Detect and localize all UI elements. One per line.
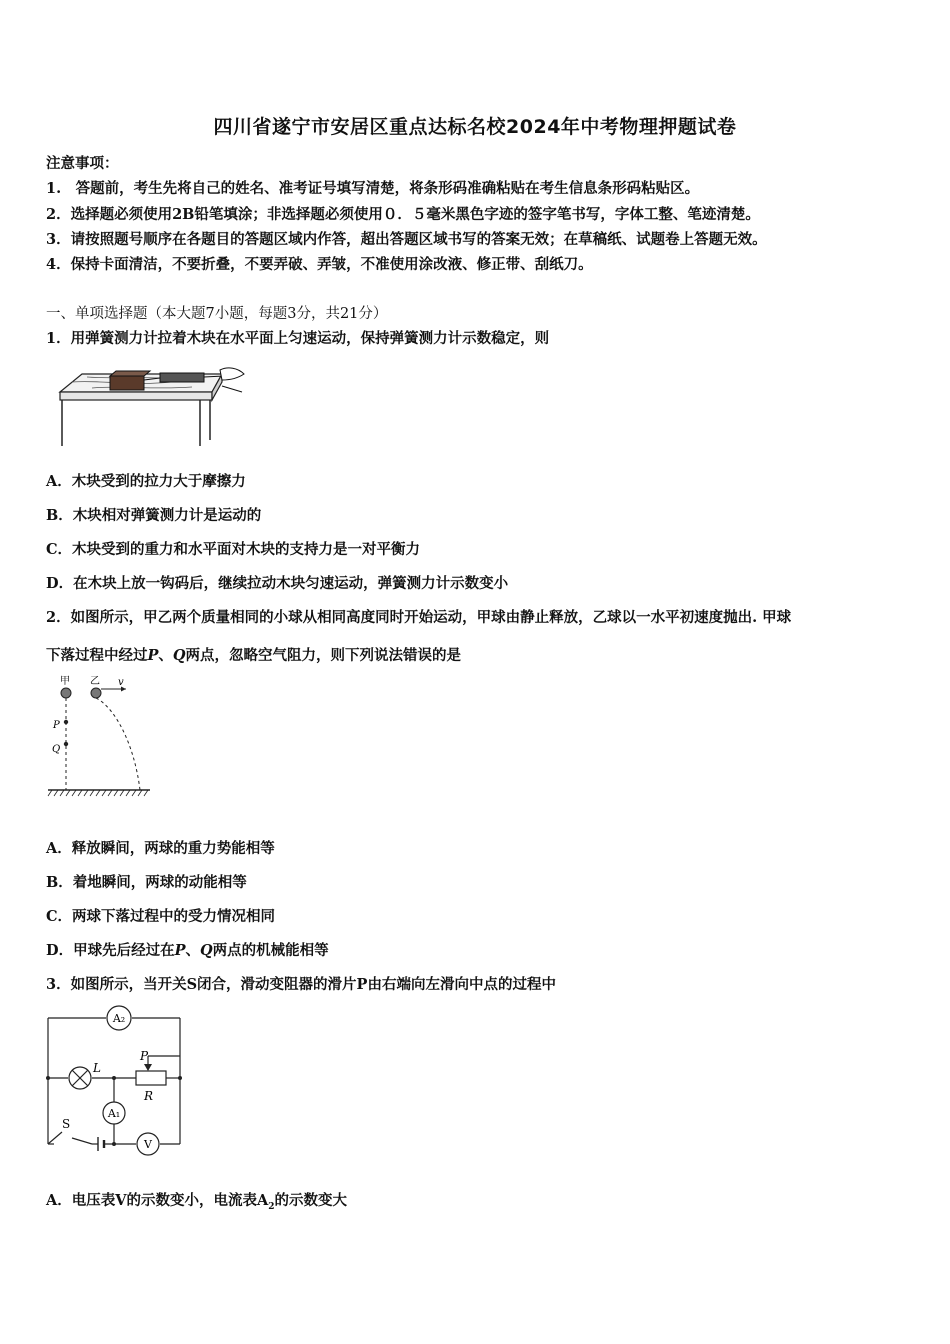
q2-option-d [46, 939, 329, 960]
q1-option-b: B．木块相对弹簧测力计是运动的 [46, 507, 262, 524]
notice-item-2: 2．选择题必须使用2B铅笔填涂；非选择题必须使用０．５毫米黑色字迹的签字笔书写，字体工整、笔迹清楚。 [46, 206, 760, 223]
q2-yi-path [96, 698, 140, 790]
q2-option-d-p: P [174, 942, 186, 959]
notice-item-3: 3．请按照题号顺序在各题目的答题区域内作答，超出答题区域书写的答案无效；在草稿纸、试题卷上答题无效。 [46, 231, 767, 248]
q3-label-v: V [144, 1138, 152, 1151]
page-title: 四川省遂宁市安居区重点达标名校2024年中考物理押题试卷 [213, 116, 737, 138]
q2-label-jia: 甲 [60, 676, 70, 687]
q3-label-l: L [93, 1061, 101, 1075]
q2-stem-pre: 下落过程中经过 [46, 647, 148, 664]
q1-option-c: C．木块受到的重力和水平面对木块的支持力是一对平衡力 [46, 541, 421, 558]
q1-option-d: D．在木块上放一钩码后，继续拉动木块匀速运动，弹簧测力计示数变小 [46, 575, 509, 592]
q1-wood-block [110, 376, 144, 390]
q1-stem: 1．用弹簧测力计拉着木块在水平面上匀速运动，保持弹簧测力计示数稳定，则 [46, 330, 550, 347]
q2-point-p [64, 720, 68, 724]
notice-heading: 注意事项： [46, 155, 119, 172]
q1-table-edge [60, 392, 212, 400]
q3-option-a-post: 的示数变大 [274, 1192, 348, 1209]
q3-rheostat-r [136, 1071, 166, 1085]
q2-label-yi: 乙 [90, 676, 100, 687]
q2-option-c: C．两球下落过程中的受力情况相同 [46, 908, 276, 925]
q3-slider-p [144, 1064, 152, 1071]
q1-hand [220, 368, 244, 380]
q2-stem-post: 两点，忽略空气阻力，则下列说法错误的是 [185, 647, 462, 664]
q1-option-a: A．木块受到的拉力大于摩擦力 [46, 473, 246, 490]
section-heading: 一、单项选择题（本大题7小题，每题3分，共21分） [46, 306, 388, 322]
q2-option-a: A．释放瞬间，两球的重力势能相等 [46, 840, 275, 857]
q2-label-v: v [118, 677, 124, 688]
q1-figure-spring-scale-block [52, 360, 252, 448]
q3-label-r: R [144, 1089, 154, 1103]
notice-item-1: 1. 答题前，考生先将自己的姓名、准考证号填写清楚，将条形码准确粘贴在考生信息条形码粘贴区。 [46, 180, 700, 197]
q3-option-a-pre: A．电压表V的示数变小，电流表A [46, 1192, 269, 1209]
q2-option-b: B．着地瞬间，两球的动能相等 [46, 874, 247, 891]
q2-label-q: Q [52, 744, 61, 755]
q3-label-a2: A₂ [112, 1012, 126, 1025]
q2-stem-q: Q [172, 647, 186, 664]
q2-ball-jia [61, 688, 71, 698]
q3-label-a1: A₁ [107, 1107, 121, 1120]
q2-stem-line2 [46, 644, 461, 665]
q3-figure-circuit [40, 1004, 190, 1160]
q2-figure-falling-balls [44, 672, 154, 802]
q2-option-d-post: 两点的机械能相等 [212, 942, 329, 959]
q3-option-a [46, 1189, 347, 1212]
q3-label-p: P [140, 1049, 149, 1063]
q3-option-a-sub: 2 [268, 1201, 275, 1212]
q2-label-p: P [53, 720, 60, 731]
q3-label-s: S [62, 1117, 71, 1131]
q1-spring-scale [160, 373, 204, 382]
q2-option-d-q: Q [199, 942, 213, 959]
q2-ball-yi [91, 688, 101, 698]
q2-stem-p: P [147, 647, 159, 664]
q2-option-d-pre: D．甲球先后经过在 [46, 942, 175, 959]
q3-stem: 3．如图所示，当开关S闭合，滑动变阻器的滑片P由右端向左滑向中点的过程中 [46, 976, 556, 993]
notice-item-4: 4．保持卡面清洁，不要折叠，不要弄破、弄皱，不准使用涂改液、修正带、刮纸刀。 [46, 256, 593, 273]
q2-option-d-sep: 、 [185, 942, 200, 959]
q2-stem-line1: 2．如图所示，甲乙两个质量相同的小球从相同高度同时开始运动，甲球由静止释放，乙球以一水平初速度抛出. 甲球 [46, 609, 792, 626]
q2-stem-sep: 、 [158, 647, 173, 664]
q2-point-q [64, 742, 68, 746]
